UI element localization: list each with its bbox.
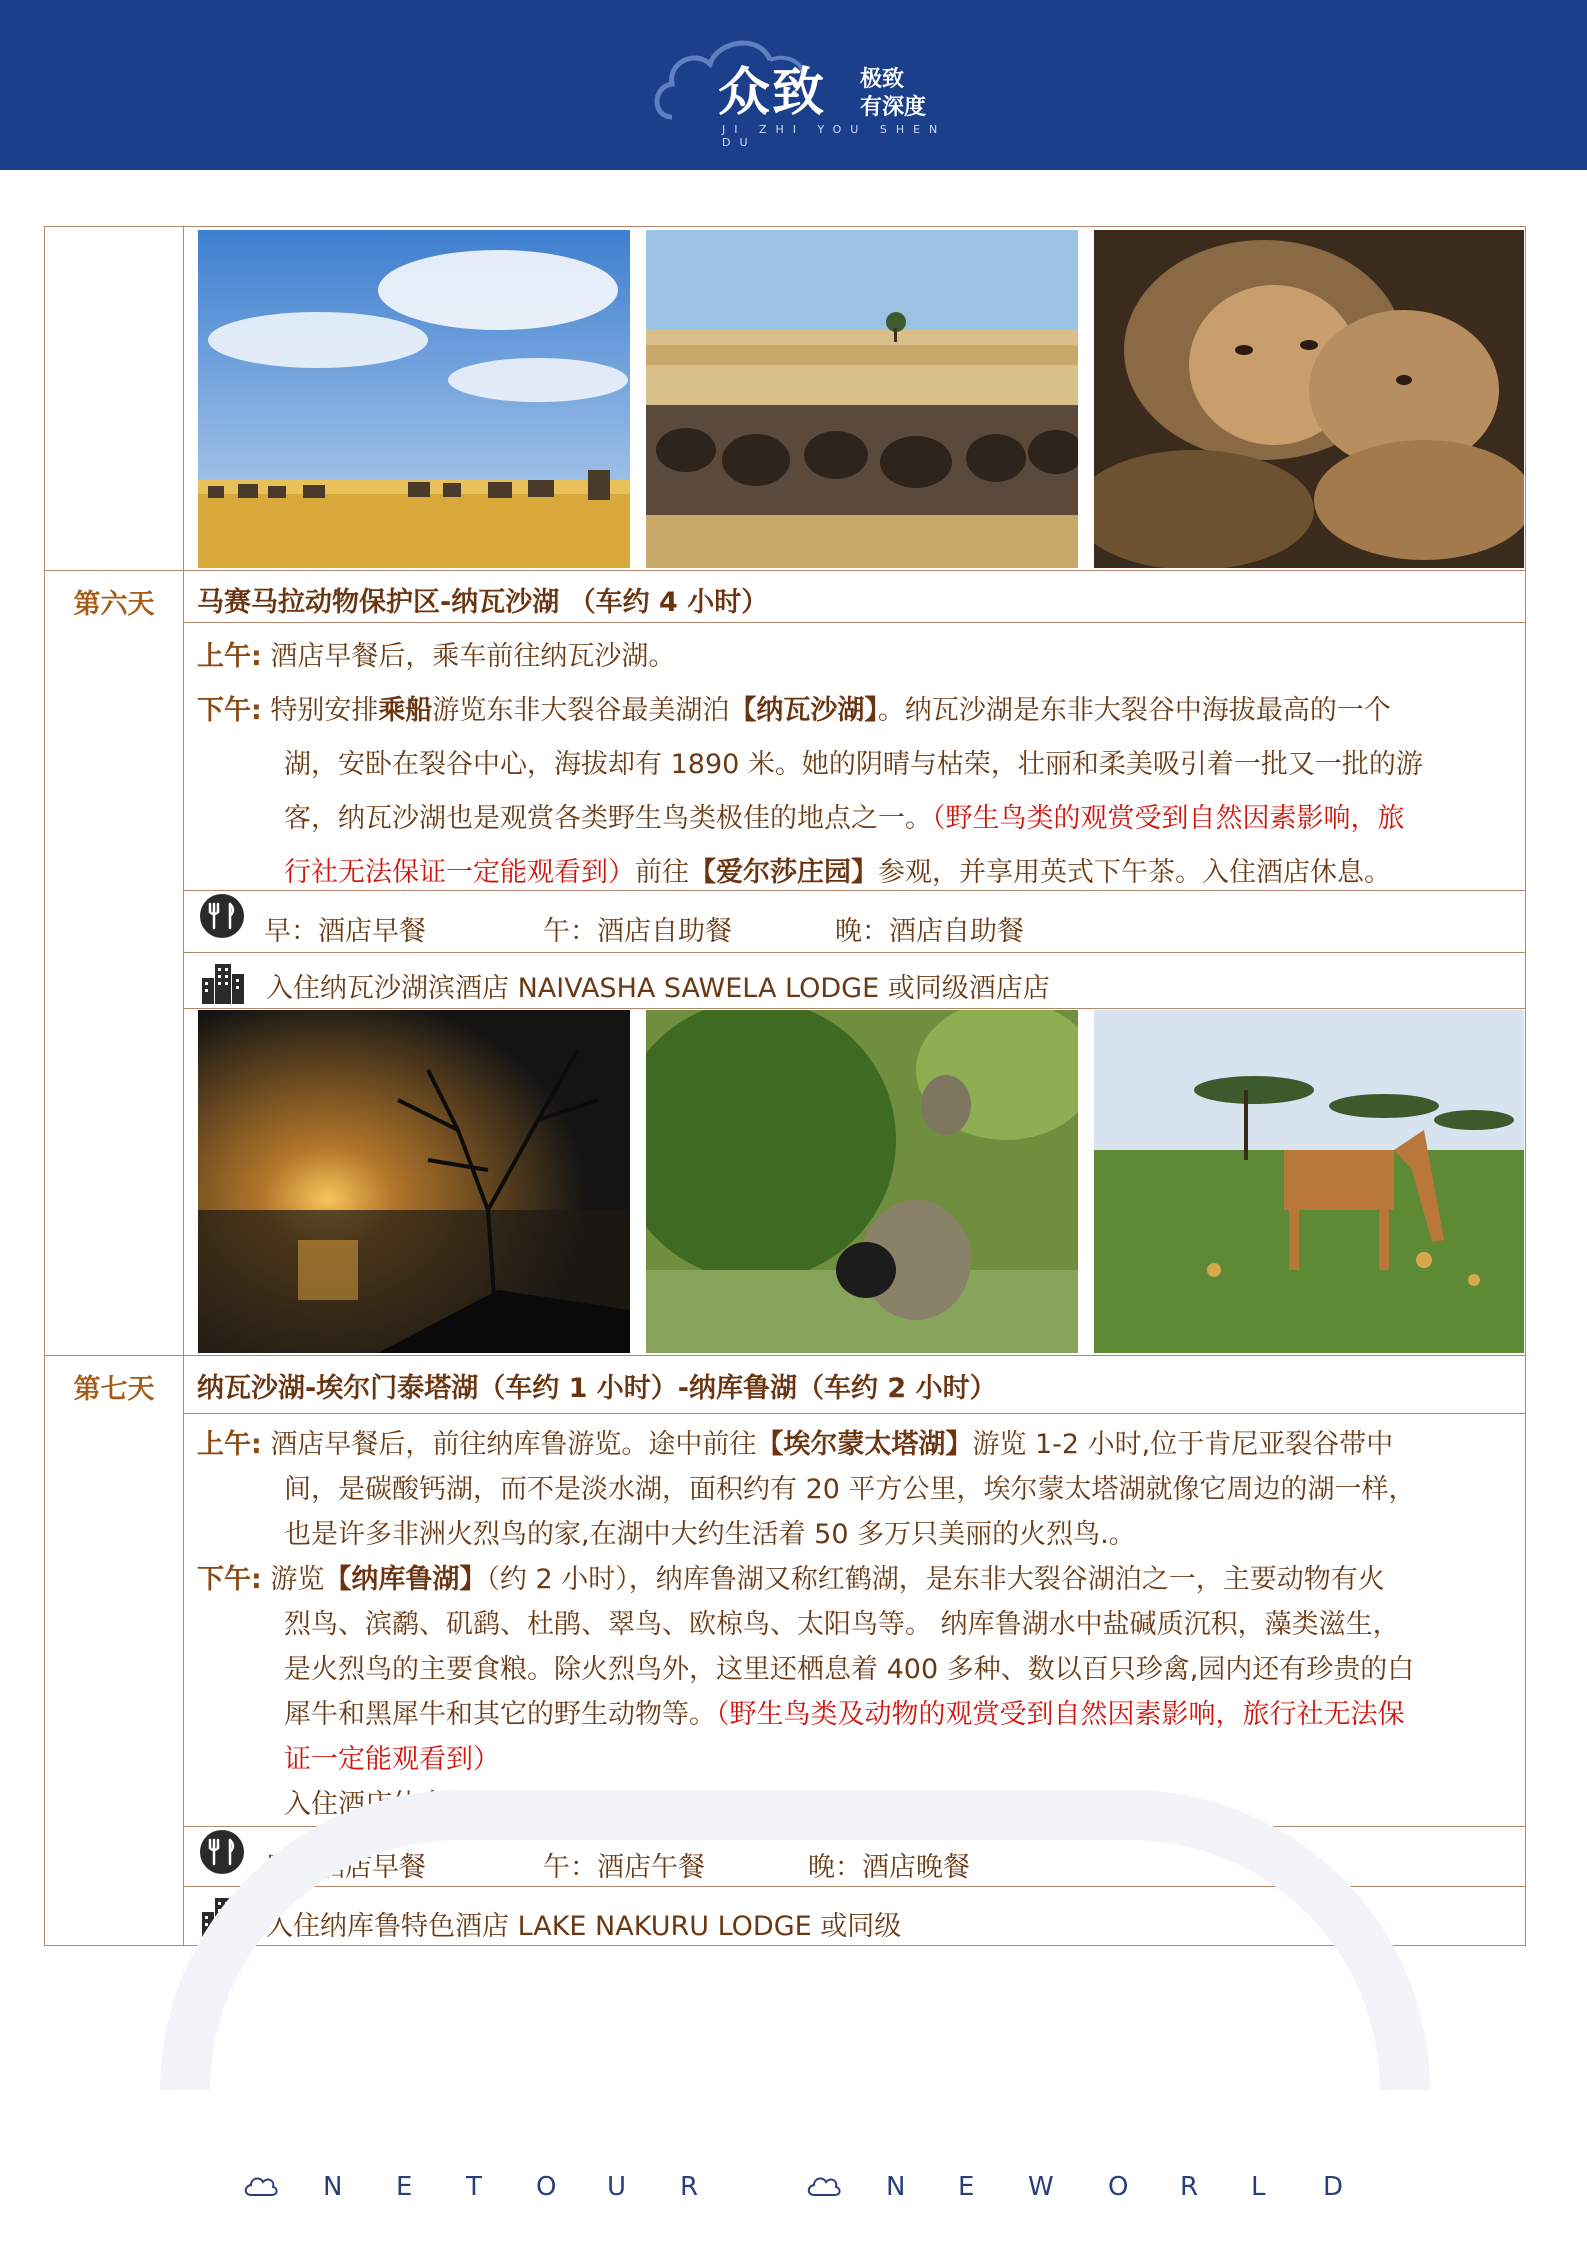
footer-letter: N [323, 2172, 343, 2202]
day6-afternoon-text: 。纳瓦沙湖是东非大裂谷中海拔最高的一个 [877, 695, 1391, 726]
photo-savanna-elephants [198, 230, 630, 568]
photo-vervet-monkeys [646, 1010, 1078, 1353]
cutlery-icon [200, 894, 244, 938]
day6-boat-highlight: 乘船 [378, 695, 433, 726]
building-icon [200, 960, 246, 1006]
footer-letter: W [1028, 2172, 1054, 2202]
day7-lake-nakuru-highlight: 【纳库鲁湖】 [324, 1564, 487, 1595]
day6-morning-text: 酒店早餐后，乘车前往纳瓦沙湖。 [270, 641, 676, 672]
footer-letter: O [536, 2172, 557, 2202]
day7-afternoon-text: 犀牛和黑犀牛和其它的野生动物等。 [284, 1699, 716, 1730]
day6-breakfast: 早：酒店早餐 [264, 916, 426, 947]
watermark-arc [160, 1790, 1430, 2090]
footer-letter: E [396, 2172, 413, 2202]
day7-disclaimer: （野生鸟类及动物的观赏受到自然因素影响，旅行社无法保 [716, 1699, 1405, 1730]
day6-hotel: 入住纳瓦沙湖滨酒店 NAIVASHA SAWELA LODGE 或同级酒店店 [266, 973, 1050, 1004]
day7-lake-elementaita-highlight: 【埃尔蒙太塔湖】 [756, 1429, 973, 1460]
day7-dinner: 晚：酒店晚餐 [808, 1852, 970, 1883]
day7-afternoon-line2: 烈鸟、滨鹬、矶鹞、杜鹃、翠鸟、欧椋鸟、太阳鸟等。 纳库鲁湖水中盐碱质沉积，藻类滋生， [284, 1609, 1400, 1640]
day7-breakfast: 早：酒店早餐 [264, 1852, 426, 1883]
day6-afternoon-line4 [284, 846, 1524, 900]
footer-letter: T [466, 2172, 482, 2202]
day6-afternoon-line3 [284, 792, 1524, 846]
day6-elsa-estate-highlight: 【爱尔莎庄园】 [689, 857, 878, 888]
day7-lunch: 午：酒店午餐 [543, 1852, 705, 1883]
day6-lake-naivasha-highlight: 【纳瓦沙湖】 [729, 695, 878, 726]
day6-afternoon-text: 参观，并享用英式下午茶。入住酒店休息。 [878, 857, 1391, 888]
afternoon-label: 下午: [197, 695, 262, 726]
day6-lunch: 午：酒店自助餐 [543, 916, 732, 947]
row-divider [184, 952, 1526, 953]
row-divider [44, 570, 1526, 571]
footer-letter: L [1251, 2172, 1266, 2202]
row-divider [184, 1008, 1526, 1009]
row-divider [184, 1413, 1526, 1414]
day6-label: 第六天 [73, 589, 155, 620]
footer-letter: O [1108, 2172, 1129, 2202]
day7-afternoon-text: （约 2 小时），纳库鲁湖又称红鹤湖，是东非大裂谷湖泊之一，主要动物有火 [486, 1564, 1385, 1595]
day6-afternoon-text: 客，纳瓦沙湖也是观赏各类野生鸟类极佳的地点之一。 [284, 803, 932, 834]
footer [0, 2150, 1587, 2210]
brand-name: 众致 [718, 63, 827, 123]
day6-morning [197, 630, 1517, 684]
footer-letter: N [886, 2172, 906, 2202]
day6-disclaimer: （野生鸟类的观赏受到自然因素影响，旅 [932, 803, 1405, 834]
day6-afternoon-text: 前往 [635, 857, 689, 888]
photo-lion-pride [1094, 230, 1524, 568]
day6-afternoon-text: 特别安排 [270, 695, 379, 726]
day7-afternoon-line3: 是火烈鸟的主要食粮。除火烈鸟外，这里还栖息着 400 多种、数以百只珍禽,园内还有珍贵的白 [284, 1654, 1415, 1685]
brand-slogan-line2: 有深度 [860, 95, 927, 120]
day6-title: 马赛马拉动物保护区-纳瓦沙湖 （车约 4 小时） [197, 587, 769, 618]
day7-disclaimer: 证一定能观看到） [284, 1744, 500, 1775]
cutlery-icon [200, 1830, 244, 1874]
photo-wildebeest-herd [646, 230, 1078, 568]
brand-slogan-line1: 极致 [860, 67, 905, 92]
cloud-icon [806, 2173, 842, 2199]
day7-afternoon-text: 游览 [270, 1564, 325, 1595]
day6-afternoon [197, 684, 1517, 738]
day7-morning-text: 酒店早餐后，前往纳库鲁游览。途中前往 [270, 1429, 757, 1460]
day6-afternoon-text: 游览东非大裂谷最美湖泊 [432, 695, 730, 726]
day7-label: 第七天 [73, 1374, 155, 1405]
footer-letter: R [680, 2172, 699, 2202]
cloud-icon [243, 2173, 279, 2199]
footer-letter: R [1180, 2172, 1199, 2202]
morning-label: 上午: [197, 1429, 262, 1460]
footer-letter: E [958, 2172, 975, 2202]
afternoon-label: 下午: [197, 1564, 262, 1595]
footer-letter: U [607, 2172, 627, 2202]
header-banner [0, 0, 1587, 170]
day-column [44, 226, 184, 1946]
day7-morning-text: 游览 1-2 小时,位于肯尼亚裂谷带中 [972, 1429, 1394, 1460]
day7-morning-line2: 间，是碳酸钙湖，而不是淡水湖，面积约有 20 平方公里，埃尔蒙太塔湖就像它周边的湖一样， [284, 1474, 1416, 1505]
day7-hotel: 入住纳库鲁特色酒店 LAKE NAKURU LODGE 或同级 [266, 1911, 902, 1942]
row-divider [44, 1355, 1526, 1356]
day6-dinner: 晚：酒店自助餐 [835, 916, 1024, 947]
photo-giraffe-grazing [1094, 1010, 1524, 1353]
photo-lake-sunset-tree [198, 1010, 630, 1353]
footer-letter: D [1323, 2172, 1344, 2202]
brand-logo [650, 22, 950, 147]
day7-title: 纳瓦沙湖-埃尔门泰塔湖（车约 1 小时）-纳库鲁湖（车约 2 小时） [197, 1373, 997, 1404]
day7-morning-line3: 也是许多非洲火烈鸟的家,在湖中大约生活着 50 多万只美丽的火烈鸟.。 [284, 1519, 1136, 1550]
day6-disclaimer: 行社无法保证一定能观看到） [284, 857, 635, 888]
morning-label: 上午: [197, 641, 262, 672]
day7-afternoon-line6: 入住酒店休息。 [284, 1789, 473, 1820]
row-divider [184, 622, 1526, 623]
day6-afternoon-line2: 湖，安卧在裂谷中心，海拔却有 1890 米。她的阴晴与枯荣，壮丽和柔美吸引着一批又一批的游 [284, 749, 1423, 780]
brand-pinyin: JI ZHI YOU SHEN DU [722, 123, 947, 149]
